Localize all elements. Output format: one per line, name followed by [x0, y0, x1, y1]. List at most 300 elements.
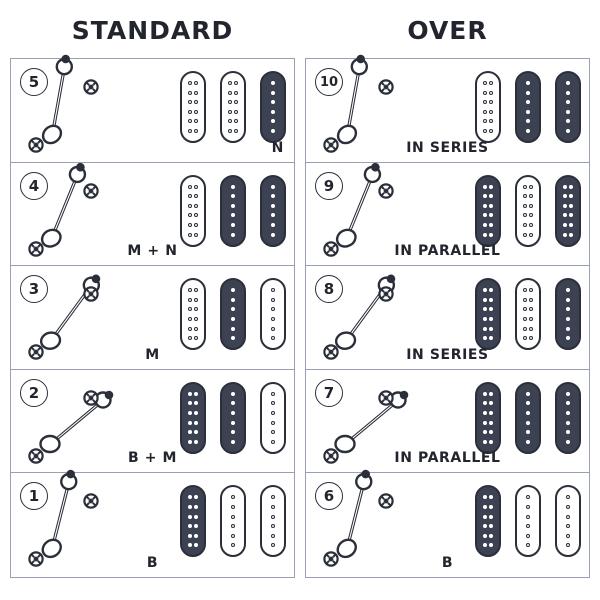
- pole-piece: [483, 185, 487, 189]
- position-caption: B: [146, 554, 159, 571]
- pole-column: [529, 185, 533, 237]
- pole-piece: [228, 81, 232, 85]
- pole-piece: [188, 129, 192, 133]
- pole-piece: [188, 288, 192, 292]
- pickup-middle-on: [220, 175, 246, 247]
- pole-column: [483, 288, 487, 340]
- pole-piece: [231, 495, 235, 499]
- pole-column: [231, 185, 235, 237]
- pole-piece: [188, 495, 192, 499]
- pickup-selector-switch[interactable]: [29, 489, 113, 563]
- pole-piece: [489, 110, 493, 114]
- pole-piece: [188, 336, 192, 340]
- pole-piece: [563, 204, 567, 208]
- pole-column: [188, 495, 192, 547]
- pole-piece: [529, 185, 533, 189]
- position-number-badge: 10: [315, 68, 343, 96]
- pole-piece: [526, 534, 530, 538]
- pole-piece: [234, 100, 238, 104]
- pickup-neck-off: [260, 382, 286, 454]
- pole-piece: [234, 110, 238, 114]
- pole-piece: [483, 421, 487, 425]
- pole-piece: [483, 440, 487, 444]
- pole-piece: [489, 411, 493, 415]
- pole-piece: [529, 298, 533, 302]
- pole-piece: [194, 524, 198, 528]
- pole-piece: [194, 430, 198, 434]
- pole-piece: [271, 298, 275, 302]
- pole-piece: [526, 119, 530, 123]
- pole-piece: [271, 317, 275, 321]
- pole-piece: [188, 401, 192, 405]
- pickup-middle-off: [515, 278, 541, 350]
- pole-piece: [526, 495, 530, 499]
- position-number-badge: 3: [20, 275, 48, 303]
- pole-piece: [194, 411, 198, 415]
- position-row-6[interactable]: [306, 473, 589, 577]
- pole-piece: [566, 100, 570, 104]
- pole-piece: [566, 336, 570, 340]
- pole-column: [563, 185, 567, 237]
- pole-column: [489, 288, 493, 340]
- pole-piece: [526, 392, 530, 396]
- pole-piece: [489, 129, 493, 133]
- position-caption: M: [145, 346, 160, 363]
- pickup-group: [421, 485, 581, 561]
- position-caption: B + M: [127, 450, 178, 467]
- pole-piece: [566, 327, 570, 331]
- pole-piece: [188, 392, 192, 396]
- pickup-middle-on: [515, 71, 541, 143]
- pole-column: [271, 495, 275, 547]
- pole-column: [228, 81, 232, 133]
- pole-piece: [194, 100, 198, 104]
- pole-piece: [563, 185, 567, 189]
- pole-piece: [194, 204, 198, 208]
- pole-piece: [526, 81, 530, 85]
- pole-piece: [489, 534, 493, 538]
- pole-piece: [489, 524, 493, 528]
- pole-piece: [271, 336, 275, 340]
- pickup-group: [126, 278, 286, 354]
- pole-piece: [489, 100, 493, 104]
- pole-column: [489, 392, 493, 444]
- pole-piece: [194, 91, 198, 95]
- pole-piece: [188, 233, 192, 237]
- pickup-selector-switch[interactable]: [324, 282, 408, 356]
- pole-column: [194, 288, 198, 340]
- pole-piece: [194, 129, 198, 133]
- pole-piece: [489, 233, 493, 237]
- pole-piece: [563, 194, 567, 198]
- column-standard: [10, 58, 295, 578]
- pole-piece: [489, 430, 493, 434]
- pole-piece: [231, 298, 235, 302]
- pole-column: [231, 288, 235, 340]
- pole-piece: [188, 81, 192, 85]
- pole-piece: [526, 129, 530, 133]
- pole-piece: [563, 213, 567, 217]
- pole-piece: [194, 223, 198, 227]
- pole-piece: [271, 204, 275, 208]
- pole-piece: [188, 100, 192, 104]
- pole-piece: [231, 288, 235, 292]
- pole-piece: [483, 298, 487, 302]
- pole-piece: [526, 411, 530, 415]
- pole-piece: [566, 392, 570, 396]
- position-row-2[interactable]: [11, 370, 294, 474]
- pole-piece: [194, 495, 198, 499]
- pole-piece: [194, 440, 198, 444]
- pole-piece: [231, 317, 235, 321]
- pole-piece: [188, 110, 192, 114]
- pole-column: [271, 392, 275, 444]
- pole-piece: [526, 524, 530, 528]
- pole-piece: [188, 524, 192, 528]
- pole-column: [231, 495, 235, 547]
- position-row-8[interactable]: [306, 266, 589, 370]
- pole-piece: [231, 213, 235, 217]
- pole-piece: [566, 110, 570, 114]
- pole-piece: [194, 401, 198, 405]
- position-number-badge: 4: [20, 172, 48, 200]
- pole-piece: [271, 411, 275, 415]
- pole-piece: [489, 194, 493, 198]
- pole-column: [188, 185, 192, 237]
- pickup-selector-switch[interactable]: [324, 75, 408, 149]
- pole-piece: [188, 543, 192, 547]
- pole-piece: [569, 233, 573, 237]
- pole-piece: [188, 298, 192, 302]
- pickup-middle-on: [515, 382, 541, 454]
- pole-piece: [231, 515, 235, 519]
- pole-piece: [271, 223, 275, 227]
- pickup-neck-on: [260, 175, 286, 247]
- pole-piece: [483, 204, 487, 208]
- pole-piece: [188, 223, 192, 227]
- pickup-neck-on: [555, 382, 581, 454]
- pole-piece: [483, 81, 487, 85]
- pole-piece: [529, 317, 533, 321]
- pole-piece: [231, 505, 235, 509]
- pole-piece: [194, 213, 198, 217]
- pole-piece: [188, 421, 192, 425]
- pole-column: [271, 185, 275, 237]
- pole-piece: [489, 91, 493, 95]
- pole-piece: [231, 411, 235, 415]
- pole-piece: [523, 307, 527, 311]
- pole-piece: [231, 307, 235, 311]
- pole-piece: [489, 213, 493, 217]
- pole-piece: [566, 515, 570, 519]
- pickup-selector-switch[interactable]: [29, 386, 113, 460]
- position-row-10[interactable]: [306, 59, 589, 163]
- pole-piece: [489, 440, 493, 444]
- pole-piece: [188, 119, 192, 123]
- pole-piece: [483, 119, 487, 123]
- column-header-over: OVER: [407, 16, 488, 45]
- pole-column: [194, 392, 198, 444]
- pickup-neck-on: [555, 175, 581, 247]
- pole-piece: [231, 401, 235, 405]
- pickup-middle-off: [220, 485, 246, 557]
- pole-piece: [566, 317, 570, 321]
- pole-piece: [566, 421, 570, 425]
- pickup-group: [126, 485, 286, 561]
- pole-piece: [526, 110, 530, 114]
- pole-piece: [569, 185, 573, 189]
- pole-piece: [188, 91, 192, 95]
- pole-piece: [271, 288, 275, 292]
- position-caption: IN SERIES: [406, 346, 489, 363]
- pickup-selector-switch[interactable]: [29, 75, 113, 149]
- pole-piece: [231, 194, 235, 198]
- pole-column: [566, 495, 570, 547]
- pole-piece: [566, 430, 570, 434]
- pole-piece: [231, 204, 235, 208]
- pole-column: [194, 185, 198, 237]
- pickup-bridge-on: [475, 382, 501, 454]
- pole-piece: [194, 327, 198, 331]
- pickup-selector-switch[interactable]: [324, 489, 408, 563]
- pole-piece: [228, 91, 232, 95]
- pole-piece: [228, 110, 232, 114]
- pole-piece: [271, 495, 275, 499]
- pole-column: [483, 495, 487, 547]
- pickup-middle-off: [220, 71, 246, 143]
- pole-column: [566, 81, 570, 133]
- column-header-standard: STANDARD: [71, 16, 234, 45]
- pole-piece: [188, 327, 192, 331]
- pole-piece: [566, 401, 570, 405]
- pole-piece: [529, 194, 533, 198]
- pole-piece: [194, 534, 198, 538]
- position-row-5[interactable]: [11, 59, 294, 163]
- pickup-selector-switch[interactable]: [324, 386, 408, 460]
- pole-piece: [569, 213, 573, 217]
- pole-piece: [526, 505, 530, 509]
- pole-piece: [523, 317, 527, 321]
- position-row-3[interactable]: [11, 266, 294, 370]
- pole-piece: [271, 421, 275, 425]
- pole-piece: [271, 119, 275, 123]
- position-caption: N: [271, 139, 284, 156]
- pole-piece: [483, 411, 487, 415]
- pickup-neck-off: [260, 485, 286, 557]
- position-caption: IN PARALLEL: [394, 243, 501, 260]
- pole-piece: [194, 298, 198, 302]
- position-caption: IN SERIES: [406, 139, 489, 156]
- pole-piece: [231, 233, 235, 237]
- pole-piece: [194, 185, 198, 189]
- pole-piece: [483, 110, 487, 114]
- pole-piece: [234, 119, 238, 123]
- pole-column: [523, 185, 527, 237]
- pickup-bridge-off: [475, 71, 501, 143]
- pole-piece: [231, 543, 235, 547]
- pole-piece: [523, 213, 527, 217]
- diagram-columns: [0, 58, 600, 586]
- pole-piece: [523, 298, 527, 302]
- pole-piece: [271, 110, 275, 114]
- pole-piece: [489, 185, 493, 189]
- pole-column: [271, 288, 275, 340]
- pole-piece: [231, 392, 235, 396]
- pole-piece: [566, 81, 570, 85]
- position-row-1[interactable]: [11, 473, 294, 577]
- pole-piece: [271, 194, 275, 198]
- pole-piece: [566, 543, 570, 547]
- pole-piece: [483, 505, 487, 509]
- pole-piece: [194, 119, 198, 123]
- pole-piece: [483, 515, 487, 519]
- pole-piece: [234, 91, 238, 95]
- pole-piece: [188, 317, 192, 321]
- pole-piece: [271, 515, 275, 519]
- pole-piece: [194, 543, 198, 547]
- pickup-middle-on: [220, 382, 246, 454]
- pole-column: [526, 495, 530, 547]
- pole-piece: [526, 440, 530, 444]
- pole-piece: [194, 110, 198, 114]
- position-row-9[interactable]: [306, 163, 589, 267]
- pickup-bridge-on: [180, 382, 206, 454]
- pole-column: [523, 288, 527, 340]
- pole-piece: [566, 119, 570, 123]
- pole-piece: [483, 233, 487, 237]
- pole-piece: [529, 213, 533, 217]
- position-number-badge: 7: [315, 379, 343, 407]
- pole-piece: [566, 129, 570, 133]
- pole-piece: [489, 317, 493, 321]
- pickup-bridge-on: [475, 485, 501, 557]
- pole-piece: [231, 327, 235, 331]
- pickup-neck-off: [260, 278, 286, 350]
- pickup-bridge-off: [180, 278, 206, 350]
- pole-piece: [271, 524, 275, 528]
- pole-piece: [526, 91, 530, 95]
- pole-piece: [194, 392, 198, 396]
- pole-piece: [489, 515, 493, 519]
- pole-piece: [271, 185, 275, 189]
- pole-piece: [271, 430, 275, 434]
- pole-piece: [566, 288, 570, 292]
- pole-piece: [569, 194, 573, 198]
- pickup-selector-switch[interactable]: [324, 179, 408, 253]
- pickup-selector-switch[interactable]: [29, 179, 113, 253]
- pole-piece: [188, 505, 192, 509]
- pole-piece: [529, 233, 533, 237]
- pole-piece: [489, 327, 493, 331]
- pole-piece: [489, 336, 493, 340]
- pole-piece: [228, 100, 232, 104]
- pickup-bridge-on: [475, 278, 501, 350]
- pole-piece: [529, 327, 533, 331]
- pole-piece: [526, 515, 530, 519]
- pole-piece: [569, 223, 573, 227]
- pole-piece: [271, 505, 275, 509]
- pickup-middle-on: [220, 278, 246, 350]
- pole-piece: [489, 223, 493, 227]
- pole-column: [188, 392, 192, 444]
- pole-piece: [483, 100, 487, 104]
- pole-piece: [483, 307, 487, 311]
- pickup-group: [126, 71, 286, 147]
- pole-piece: [194, 81, 198, 85]
- pole-piece: [489, 543, 493, 547]
- pole-piece: [194, 194, 198, 198]
- position-caption: M + N: [127, 243, 178, 260]
- pole-piece: [228, 129, 232, 133]
- position-number-badge: 9: [315, 172, 343, 200]
- pole-piece: [271, 129, 275, 133]
- pole-piece: [523, 233, 527, 237]
- pickup-bridge-on: [180, 485, 206, 557]
- pole-piece: [188, 194, 192, 198]
- pole-piece: [489, 495, 493, 499]
- pole-piece: [188, 307, 192, 311]
- pole-piece: [188, 440, 192, 444]
- pole-column: [566, 392, 570, 444]
- pole-piece: [231, 440, 235, 444]
- pole-piece: [231, 336, 235, 340]
- pole-column: [566, 288, 570, 340]
- pole-piece: [529, 204, 533, 208]
- pole-piece: [194, 288, 198, 292]
- position-number-badge: 8: [315, 275, 343, 303]
- pole-piece: [523, 185, 527, 189]
- pole-piece: [483, 401, 487, 405]
- pole-piece: [188, 185, 192, 189]
- pole-column: [188, 288, 192, 340]
- pickup-selector-switch[interactable]: [29, 282, 113, 356]
- position-number-badge: 6: [315, 482, 343, 510]
- pole-piece: [271, 401, 275, 405]
- position-number-badge: 5: [20, 68, 48, 96]
- pole-piece: [529, 336, 533, 340]
- pole-piece: [271, 100, 275, 104]
- pole-piece: [489, 119, 493, 123]
- position-row-4[interactable]: [11, 163, 294, 267]
- pole-piece: [489, 204, 493, 208]
- pole-column: [569, 185, 573, 237]
- pole-piece: [228, 119, 232, 123]
- pole-piece: [188, 411, 192, 415]
- pole-piece: [234, 81, 238, 85]
- pole-column: [188, 81, 192, 133]
- pickup-group: [126, 382, 286, 458]
- pickup-group: [421, 175, 581, 251]
- pole-piece: [566, 440, 570, 444]
- pole-piece: [483, 524, 487, 528]
- pole-piece: [566, 534, 570, 538]
- pickup-bridge-on: [475, 175, 501, 247]
- pole-piece: [188, 515, 192, 519]
- pole-piece: [271, 392, 275, 396]
- pole-column: [489, 81, 493, 133]
- pole-column: [271, 81, 275, 133]
- pole-piece: [483, 129, 487, 133]
- pole-piece: [231, 430, 235, 434]
- pole-column: [234, 81, 238, 133]
- position-row-7[interactable]: [306, 370, 589, 474]
- pole-piece: [523, 204, 527, 208]
- pole-piece: [566, 495, 570, 499]
- pole-column: [529, 288, 533, 340]
- pole-piece: [483, 336, 487, 340]
- pole-piece: [271, 440, 275, 444]
- pole-piece: [271, 213, 275, 217]
